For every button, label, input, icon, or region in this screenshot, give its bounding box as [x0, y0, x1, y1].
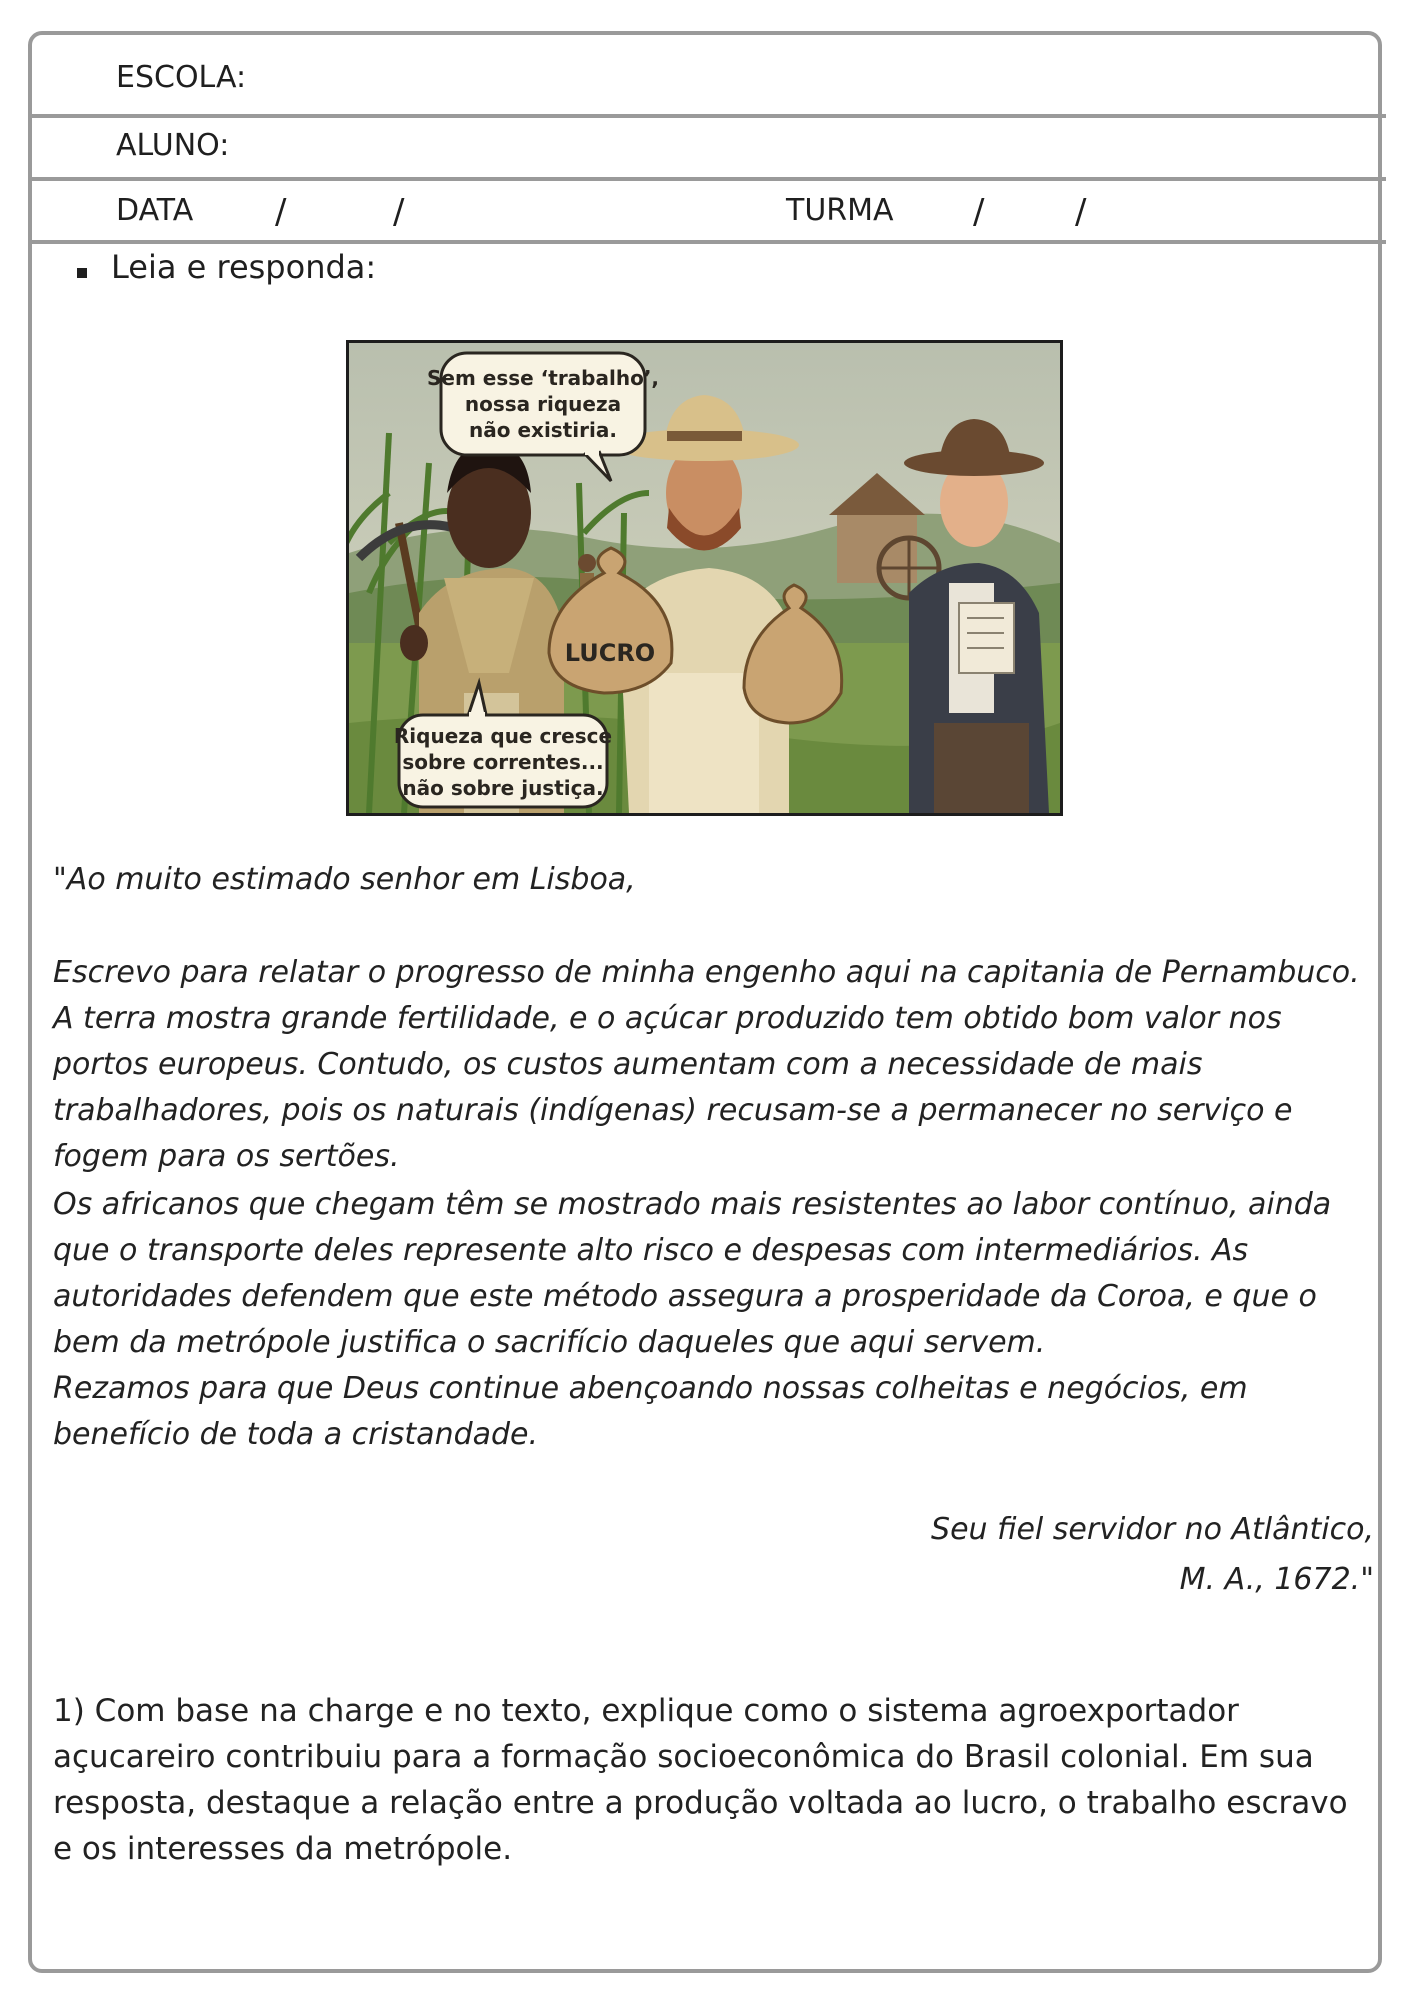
svg-text:Riqueza que cresce: Riqueza que cresce	[393, 724, 613, 748]
question-1: 1) Com base na charge e no texto, explique como o sistema agroexportador açucareiro contribuiu para a formação socioeconômica do Brasil colonial. Em sua resposta, destaque a relação entre a produção voltada ao lucro, o trabalho escravo e os interesses da metrópole.	[53, 1693, 1348, 1867]
signature-line: M. A., 1672."	[1179, 1562, 1374, 1597]
svg-text:não existiria.: não existiria.	[469, 418, 617, 442]
class-slash: /	[973, 192, 985, 232]
letter-paragraph	[53, 1182, 1373, 1458]
letter-paragraph-3: Rezamos para que Deus continue abençoando nossas colheitas e negócios, em benefício de toda a cristandade.	[53, 1371, 1248, 1452]
class-slash: /	[1075, 192, 1087, 232]
cartoon-image	[346, 340, 1063, 816]
letter-greeting: "Ao muito estimado senhor em Lisboa,	[53, 862, 636, 897]
svg-text:nossa riqueza: nossa riqueza	[464, 392, 622, 416]
letter-closing	[931, 1505, 1374, 1605]
bag-label: LUCRO	[564, 639, 656, 667]
svg-text:Sem esse ‘trabalho’,: Sem esse ‘trabalho’,	[426, 366, 660, 390]
svg-text:não sobre justiça.: não sobre justiça.	[402, 776, 604, 800]
letter-paragraph-2: Os africanos que chegam têm se mostrado mais resistentes ao labor contínuo, ainda que o transporte deles represente alto risco e despesas com intermediários. As autoridades defendem que este método assegura a prosperidade da Coroa, e que o bem da metrópole justifica o sacrifício daqueles que aqui servem.	[53, 1187, 1332, 1360]
class-label: TURMA	[786, 193, 894, 228]
letter-paragraph-1: Escrevo para relatar o progresso de minha engenho aqui na capitania de Pernambuco. A terra mostra grande fertilidade, e o açúcar produzido tem obtido bom valor nos portos europeus. Contudo, os custos aumentam com a necessidade de mais trabalhadores, pois os naturais (indígenas) recusam-se a permanecer no serviço e fogem para os sertões.	[53, 955, 1360, 1174]
date-slash: /	[393, 192, 405, 232]
bullet-icon	[77, 268, 87, 278]
instruction: Leia e responda:	[111, 248, 377, 286]
student-label: ALUNO:	[116, 128, 230, 163]
header-divider	[28, 177, 1386, 181]
header-divider	[28, 114, 1386, 118]
date-label: DATA	[116, 193, 194, 228]
date-slash: /	[275, 192, 287, 232]
svg-text:sobre correntes...: sobre correntes...	[402, 750, 604, 774]
school-label: ESCOLA:	[116, 60, 247, 95]
letter-paragraph	[53, 950, 1373, 1180]
header-divider	[28, 240, 1386, 244]
closing-line: Seu fiel servidor no Atlântico,	[931, 1512, 1374, 1547]
